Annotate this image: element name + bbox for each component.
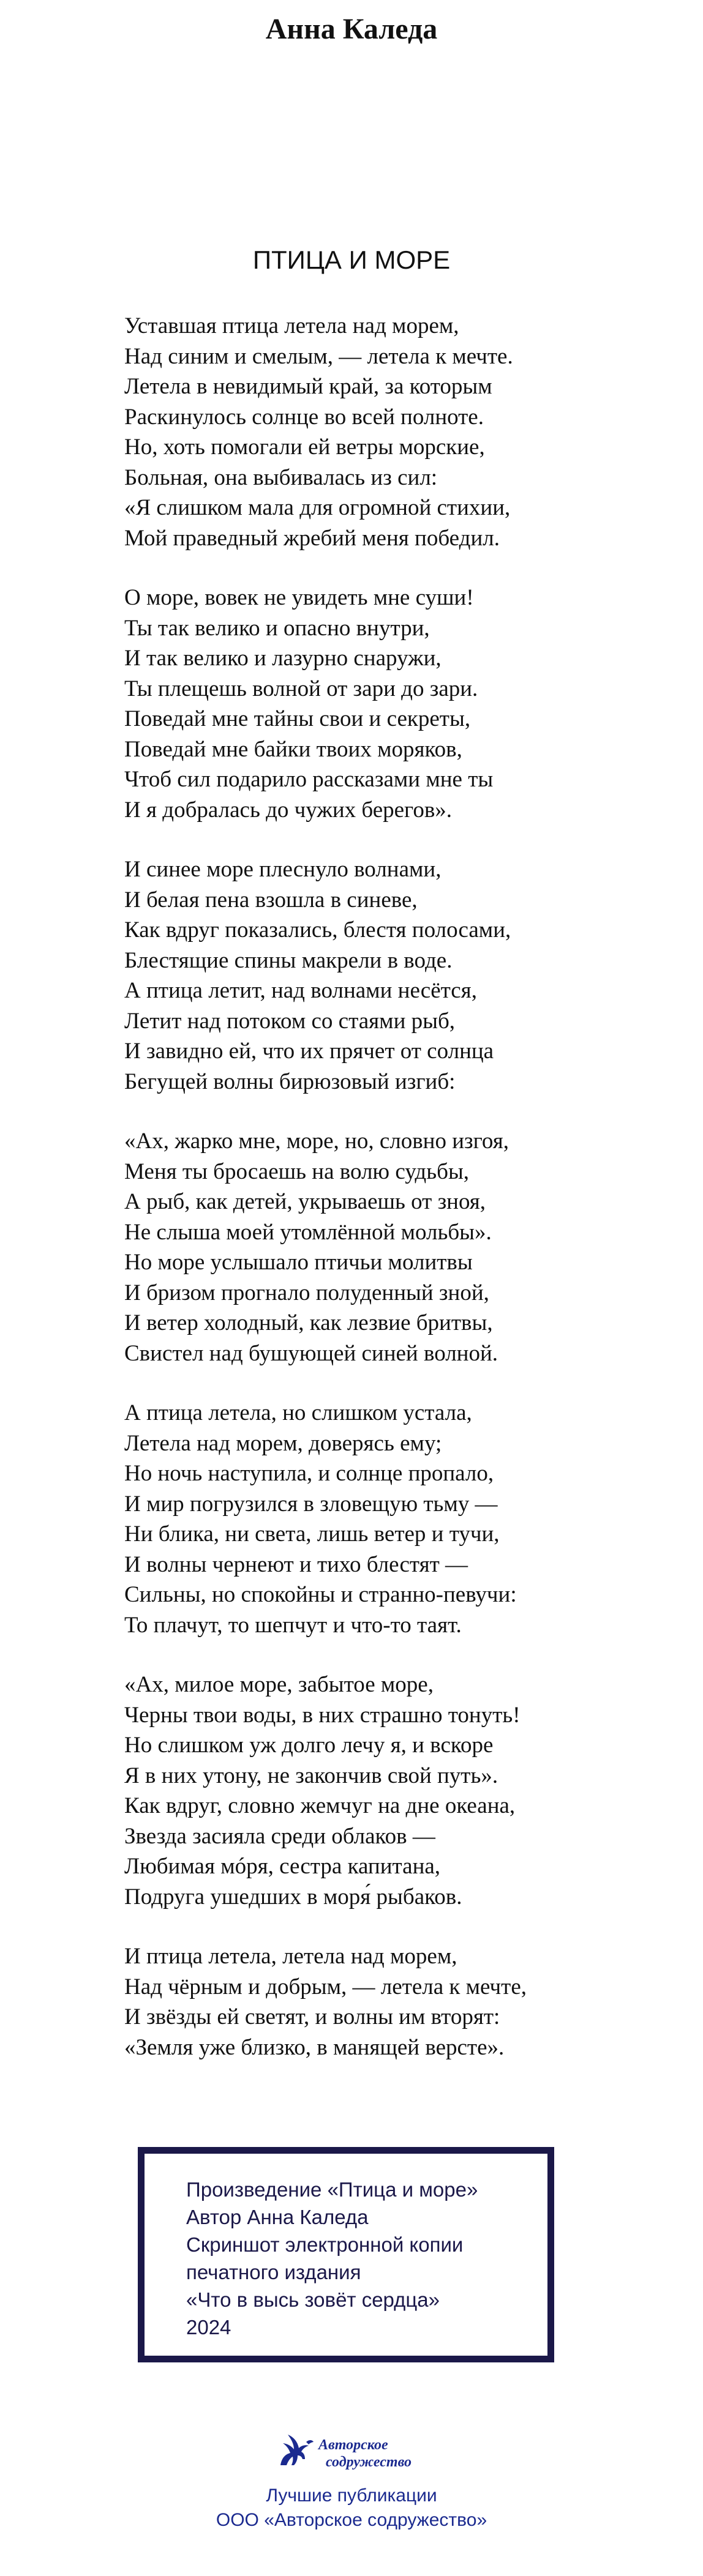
stanza	[124, 583, 675, 825]
poem-line: А рыб, как детей, укрываешь от зноя,	[124, 1189, 486, 1214]
poem-line: Чтоб сил подарило рассказами мне ты	[124, 767, 494, 792]
poem-line: Не слыша моей утомлённой мольбы».	[124, 1219, 492, 1245]
colophon-line: 2024	[186, 2316, 231, 2339]
poem-line: Как вдруг показались, блестя полосами,	[124, 917, 511, 943]
poem-line: Над чёрным и добрым, — летела к мечте,	[124, 1974, 527, 1999]
poem-line: «Ах, жарко мне, море, но, словно изгоя,	[124, 1129, 509, 1154]
poem-line: Черны твои воды, в них страшно тонуть!	[124, 1702, 521, 1728]
poem-line: Но море услышало птичьи молитвы	[124, 1250, 473, 1275]
colophon-line: Автор Анна Каледа	[186, 2206, 369, 2228]
poem-line: А птица летела, но слишком устала,	[124, 1400, 472, 1425]
poem-line: И мир погрузился в зловещую тьму —	[124, 1491, 498, 1517]
stanza	[124, 1670, 675, 1912]
poem-line: «Земля уже близко, в манящей версте».	[124, 2034, 505, 2060]
logo-text-line1: Авторское	[318, 2437, 388, 2453]
colophon-box	[138, 2147, 554, 2362]
colophon-line: печатного издания	[186, 2261, 361, 2283]
poem-line: И волны чернеют и тихо блестят —	[124, 1551, 468, 1577]
poem-line: Меня ты бросаешь на волю судьбы,	[124, 1159, 470, 1184]
poem-line: Свистел над бушующей синей волной.	[124, 1340, 498, 1366]
poem-line: Летит над потоком со стаями рыб,	[124, 1008, 456, 1034]
poem-line: Любимая мóря, сестра капитана,	[124, 1854, 441, 1879]
poem-line: Но ночь наступила, и солнце пропало,	[124, 1461, 494, 1486]
poem-line: И завидно ей, что их прячет от солнца	[124, 1039, 494, 1064]
publisher-tagline: Лучшие публикации	[266, 2485, 437, 2506]
poem-line: О море, вовек не увидеть мне суши!	[124, 585, 474, 610]
poem-line: Подруга ушедших в моря́ рыбаков.	[124, 1884, 462, 1910]
poem-line: Больная, она выбивалась из сил:	[124, 465, 438, 490]
poem-line: Летела над морем, доверясь ему;	[124, 1430, 442, 1456]
poem-line: А птица летит, над волнами несётся,	[124, 978, 477, 1003]
poem-line: И так велико и лазурно снаружи,	[124, 646, 442, 671]
publisher-company: ООО «Авторское содружество»	[216, 2510, 487, 2530]
stanza	[124, 1398, 675, 1640]
poem-line: И бризом прогнало полуденный зной,	[124, 1280, 489, 1305]
poem-line: И белая пена взошла в синеве,	[124, 887, 418, 913]
poem-line: Над синим и смелым, — летела к мечте.	[124, 343, 513, 369]
poem-title: ПТИЦА И МОРЕ	[252, 245, 451, 274]
poem-line: Поведай мне тайны свои и секреты,	[124, 706, 471, 731]
colophon-line: Скриншот электронной копии	[186, 2233, 464, 2256]
poem-line: Ни блика, ни света, лишь ветер и тучи,	[124, 1521, 500, 1547]
colophon-line: Произведение «Птица и море»	[186, 2178, 478, 2201]
poem-line: Бегущей волны бирюзовый изгиб:	[124, 1069, 456, 1094]
poem-line: «Ах, милое море, забытое море,	[124, 1672, 434, 1697]
publisher-info	[0, 2484, 703, 2533]
poem-line: И я добралась до чужих берегов».	[124, 797, 453, 823]
logo-text-line2: содружество	[326, 2454, 412, 2470]
poem-line: И ветер холодный, как лезвие бритвы,	[124, 1310, 493, 1335]
poem-line: И звёзды ей светят, и волны им вторят:	[124, 2004, 500, 2029]
poem-line: «Я слишком мала для огромной стихии,	[124, 495, 511, 520]
poem-line: Звезда засияла среди облаков —	[124, 1823, 435, 1849]
poem-line: Как вдруг, словно жемчуг на дне океана,	[124, 1793, 516, 1818]
poem-line: Мой праведный жребий меня победил.	[124, 525, 500, 551]
stanza	[124, 1126, 675, 1368]
poem-line: Но, хоть помогали ей ветры морские,	[124, 435, 485, 460]
poem-line: Ты так велико и опасно внутри,	[124, 615, 430, 641]
colophon-line: «Что в высь зовёт сердца»	[186, 2288, 440, 2311]
author-name: Анна Каледа	[265, 13, 438, 45]
poem-line: Раскинулось солнце во всей полноте.	[124, 404, 484, 430]
poem-line: Ты плещешь волной от зари до зари.	[124, 676, 478, 701]
poem-line: Но слишком уж долго лечу я, и вскоре	[124, 1733, 494, 1758]
winged-horse-icon	[280, 2435, 314, 2465]
poem-line: И синее море плеснуло волнами,	[124, 857, 442, 882]
poem-line: И птица летела, летела над морем,	[124, 1944, 457, 1969]
poem-line: То плачут, то шепчут и что-то таят.	[124, 1612, 462, 1638]
stanza	[124, 854, 675, 1097]
publisher-logo	[269, 2427, 435, 2476]
poem-body	[124, 311, 675, 2092]
poem-line: Поведай мне байки твоих моряков,	[124, 736, 462, 762]
poem-line: Уставшая птица летела над морем,	[124, 313, 459, 338]
stanza	[124, 1941, 675, 2063]
poem-line: Блестящие спины макрели в воде.	[124, 947, 453, 973]
poem-line: Летела в невидимый край, за которым	[124, 374, 492, 399]
poem-line: Я в них утону, не закончив свой путь».	[124, 1763, 498, 1788]
poem-line: Сильны, но спокойны и странно-певучи:	[124, 1582, 517, 1607]
stanza	[124, 311, 675, 553]
